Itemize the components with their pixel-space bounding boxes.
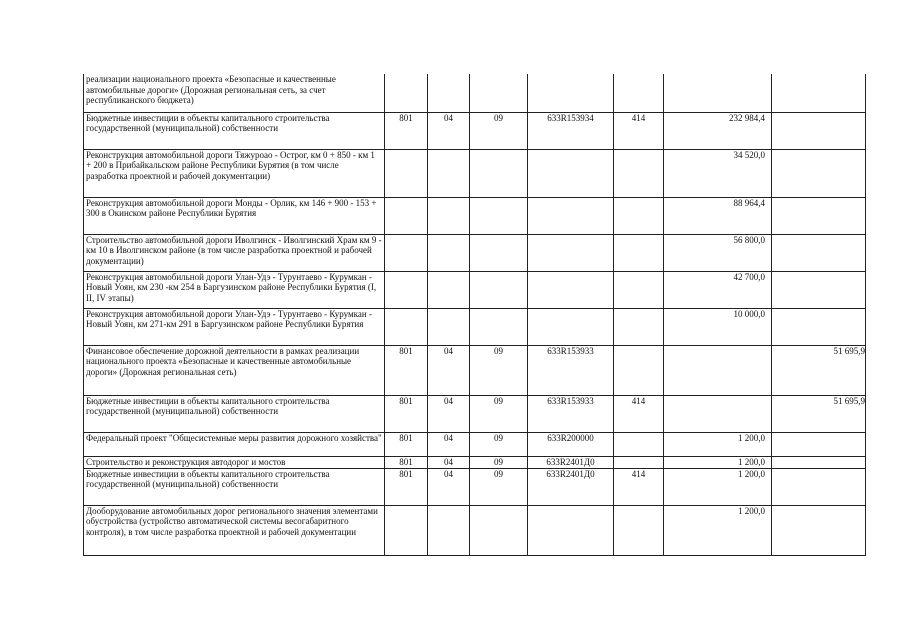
row-sum-next-cell: 51 695,9 <box>772 395 866 432</box>
row-sum-next-cell <box>772 234 866 271</box>
row-vr-cell <box>614 432 664 456</box>
row-vr-cell <box>614 234 664 271</box>
row-name-cell: Реконструкция автомобильной дороги Улан-Удэ - Турунтаево - Курумкан - Новый Уоян, км 230 -км 254 в Баргузинском районе Республики Бурятия (I, II, IV этапы) <box>84 271 385 308</box>
row-rz-cell <box>428 271 470 308</box>
row-name-cell: Бюджетные инвестиции в объекты капитального строительства государственной (муниципальной) собственности <box>84 468 385 505</box>
row-pr-cell: 09 <box>470 345 528 395</box>
row-rz-cell: 04 <box>428 345 470 395</box>
table-row <box>84 432 866 456</box>
row-csr-cell <box>528 271 614 308</box>
row-sum-next-cell <box>772 456 866 468</box>
row-gr-cell: 801 <box>385 468 428 505</box>
row-vr-cell <box>614 308 664 345</box>
row-vr-cell: 414 <box>614 468 664 505</box>
row-rz-cell <box>428 74 470 112</box>
row-vr-cell <box>614 345 664 395</box>
row-csr-cell: 633R2401Д0 <box>528 456 614 468</box>
row-name-cell: Строительство и реконструкция автодорог и мостов <box>84 456 385 468</box>
row-pr-cell <box>470 197 528 234</box>
row-csr-cell <box>528 74 614 112</box>
row-pr-cell: 09 <box>470 456 528 468</box>
row-sum-cell: 88 964,4 <box>664 197 772 234</box>
row-sum-cell: 42 700,0 <box>664 271 772 308</box>
row-pr-cell <box>470 149 528 197</box>
row-gr-cell <box>385 505 428 555</box>
row-gr-cell: 801 <box>385 395 428 432</box>
row-sum-cell: 1 200,0 <box>664 468 772 505</box>
row-name-cell: Федеральный проект "Общесистемные меры развития дорожного хозяйства" <box>84 432 385 456</box>
row-gr-cell <box>385 308 428 345</box>
table-body <box>84 74 866 555</box>
row-gr-cell <box>385 149 428 197</box>
row-csr-cell <box>528 505 614 555</box>
row-sum-cell: 1 200,0 <box>664 432 772 456</box>
table-row <box>84 395 866 432</box>
row-rz-cell <box>428 505 470 555</box>
table-row <box>84 345 866 395</box>
row-gr-cell <box>385 234 428 271</box>
row-csr-cell <box>528 197 614 234</box>
row-sum-cell <box>664 345 772 395</box>
table-row <box>84 234 866 271</box>
row-gr-cell: 801 <box>385 345 428 395</box>
row-sum-cell: 56 800,0 <box>664 234 772 271</box>
row-pr-cell <box>470 234 528 271</box>
row-csr-cell: 633R153934 <box>528 112 614 149</box>
row-name-cell: Реконструкция автомобильной дороги Тяжуроао - Острог, км 0 + 850 - км 1 + 200 в Прибайкальском районе Республики Бурятия (в том числе разработка проектной и рабочей документации) <box>84 149 385 197</box>
table-row <box>84 468 866 505</box>
row-vr-cell <box>614 456 664 468</box>
row-pr-cell: 09 <box>470 468 528 505</box>
row-rz-cell <box>428 308 470 345</box>
row-sum-next-cell <box>772 74 866 112</box>
row-gr-cell <box>385 271 428 308</box>
row-pr-cell <box>470 308 528 345</box>
budget-table <box>83 74 866 556</box>
row-sum-next-cell <box>772 112 866 149</box>
row-pr-cell: 09 <box>470 432 528 456</box>
row-rz-cell: 04 <box>428 468 470 505</box>
row-sum-cell: 1 200,0 <box>664 505 772 555</box>
row-sum-next-cell <box>772 505 866 555</box>
row-sum-cell: 232 984,4 <box>664 112 772 149</box>
row-pr-cell <box>470 74 528 112</box>
row-sum-next-cell <box>772 432 866 456</box>
row-gr-cell: 801 <box>385 432 428 456</box>
row-csr-cell <box>528 308 614 345</box>
row-vr-cell: 414 <box>614 395 664 432</box>
row-sum-cell: 1 200,0 <box>664 456 772 468</box>
row-pr-cell: 09 <box>470 395 528 432</box>
table-row <box>84 271 866 308</box>
row-name-cell: Реконструкция автомобильной дороги Монды - Орлик, км 146 + 900 - 153 + 300 в Окинском районе Республики Бурятия <box>84 197 385 234</box>
row-vr-cell <box>614 149 664 197</box>
row-gr-cell: 801 <box>385 456 428 468</box>
table-row <box>84 149 866 197</box>
table-row <box>84 456 866 468</box>
table-row <box>84 74 866 112</box>
row-sum-next-cell: 51 695,9 <box>772 345 866 395</box>
row-rz-cell: 04 <box>428 395 470 432</box>
row-name-cell: реализации национального проекта «Безопасные и качественные автомобильные дороги» (Дорожная региональная сеть, за счет республиканского бюджета) <box>84 74 385 112</box>
row-vr-cell <box>614 505 664 555</box>
table-row <box>84 197 866 234</box>
row-sum-next-cell <box>772 308 866 345</box>
row-sum-next-cell <box>772 197 866 234</box>
row-csr-cell <box>528 149 614 197</box>
row-csr-cell: 633R2401Д0 <box>528 468 614 505</box>
row-name-cell: Реконструкция автомобильной дороги Улан-Удэ - Турунтаево - Курумкан - Новый Уоян, км 271-км 291 в Баргузинском районе Республики Бурятия <box>84 308 385 345</box>
row-rz-cell <box>428 149 470 197</box>
row-rz-cell <box>428 234 470 271</box>
row-vr-cell <box>614 74 664 112</box>
row-rz-cell: 04 <box>428 456 470 468</box>
row-name-cell: Дооборудование автомобильных дорог регионального значения элементами обустройства (устройство автоматической системы весогабаритного контроля), в том числе разработка проектной и рабочей документации <box>84 505 385 555</box>
row-name-cell: Бюджетные инвестиции в объекты капитального строительства государственной (муниципальной) собственности <box>84 395 385 432</box>
row-pr-cell <box>470 271 528 308</box>
row-csr-cell: 633R153933 <box>528 395 614 432</box>
row-sum-cell <box>664 74 772 112</box>
row-rz-cell <box>428 197 470 234</box>
row-pr-cell <box>470 505 528 555</box>
table-row <box>84 505 866 555</box>
row-vr-cell: 414 <box>614 112 664 149</box>
row-pr-cell: 09 <box>470 112 528 149</box>
row-name-cell: Строительство автомобильной дороги Иволгинск - Иволгинский Храм км 9 - км 10 в Иволгинском районе (в том числе разработка проектной и рабочей документации) <box>84 234 385 271</box>
row-name-cell: Бюджетные инвестиции в объекты капитального строительства государственной (муниципальной) собственности <box>84 112 385 149</box>
table-row <box>84 308 866 345</box>
row-vr-cell <box>614 197 664 234</box>
row-gr-cell: 801 <box>385 112 428 149</box>
row-sum-cell: 10 000,0 <box>664 308 772 345</box>
row-sum-cell <box>664 395 772 432</box>
row-rz-cell: 04 <box>428 112 470 149</box>
row-sum-cell: 34 520,0 <box>664 149 772 197</box>
row-gr-cell <box>385 197 428 234</box>
row-sum-next-cell <box>772 149 866 197</box>
row-csr-cell: 633R200000 <box>528 432 614 456</box>
table-row <box>84 112 866 149</box>
row-gr-cell <box>385 74 428 112</box>
row-sum-next-cell <box>772 271 866 308</box>
row-name-cell: Финансовое обеспечение дорожной деятельности в рамках реализации национального проекта «Безопасные и качественные автомобильные дороги» (Дорожная региональная сеть) <box>84 345 385 395</box>
row-csr-cell <box>528 234 614 271</box>
row-vr-cell <box>614 271 664 308</box>
row-csr-cell: 633R153933 <box>528 345 614 395</box>
row-rz-cell: 04 <box>428 432 470 456</box>
row-sum-next-cell <box>772 468 866 505</box>
